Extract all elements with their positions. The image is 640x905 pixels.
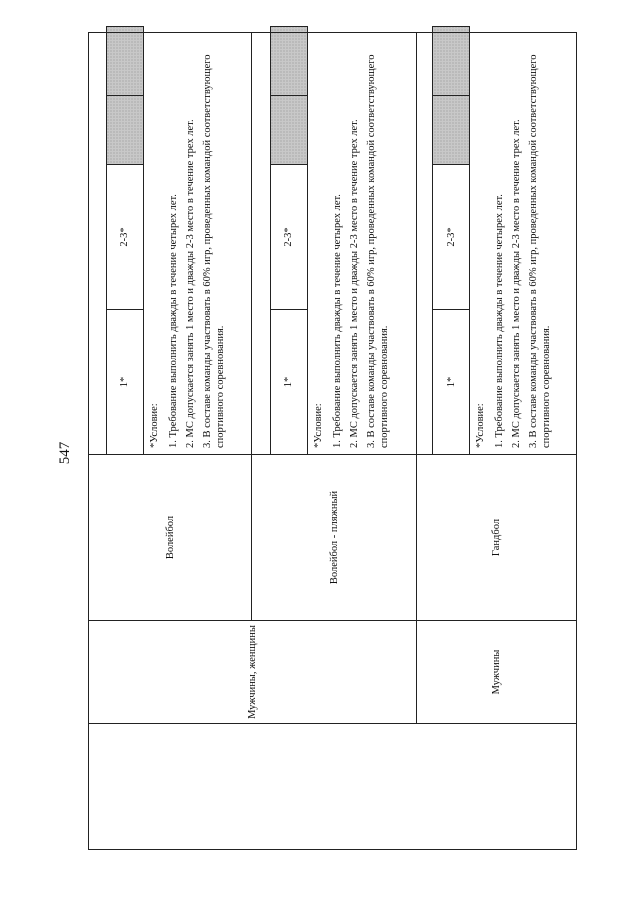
shaded-cell xyxy=(433,27,470,96)
ranks-and-conditions-cell xyxy=(252,33,417,455)
page-number: 547 xyxy=(57,441,73,465)
condition-block xyxy=(308,33,399,454)
ranks-and-conditions-cell xyxy=(417,33,577,455)
sport-cell: Волейбол - пляжный xyxy=(252,455,417,621)
condition-line: 3. В составе команды участвовать в 60% игр, проведенных командой соответствующего спортивного соревнования. xyxy=(528,54,552,448)
gender-cell: Мужчины xyxy=(417,621,577,724)
condition-line: 2. МС допускается занять 1 место и дважды 2-3 место в течение трех лет. xyxy=(348,119,360,448)
rank-first-place: 1* xyxy=(270,310,307,455)
condition-line: 1. Требование выполнить дважды в течение четырех лет. xyxy=(167,194,179,448)
condition-line: 2. МС допускается занять 1 место и дважды 2-3 место в течение трех лет. xyxy=(511,119,522,448)
rank-first-place: 1* xyxy=(106,310,143,455)
rank-second-place: 2-3* xyxy=(433,165,470,310)
rank-second-place: 2-3* xyxy=(270,165,307,310)
condition-block xyxy=(470,33,561,454)
condition-heading: *Условие: xyxy=(475,403,486,448)
shaded-cell xyxy=(270,27,307,96)
rank-first-place: 1* xyxy=(433,310,470,455)
table-row xyxy=(89,33,252,850)
shaded-cell xyxy=(106,27,143,96)
ranks-and-conditions-cell xyxy=(89,33,252,455)
shaded-cell xyxy=(106,96,143,165)
shaded-cell xyxy=(433,96,470,165)
condition-line: 1. Требование выполнить дважды в течение четырех лет. xyxy=(331,194,343,448)
condition-line: 2. МС допускается занять 1 место и дважды 2-3 место в течение трех лет. xyxy=(184,119,196,448)
condition-line: 1. Требование выполнить дважды в течение четырех лет. xyxy=(494,194,505,448)
sport-cell: Волейбол xyxy=(89,455,252,621)
rotated-table-container xyxy=(88,32,576,850)
shaded-cell xyxy=(270,96,307,165)
blank-column-cell xyxy=(89,724,577,850)
condition-line: 3. В составе команды участвовать в 60% игр, проведенных командой соответствующего спортивного соревнования. xyxy=(201,54,226,448)
condition-block xyxy=(144,33,235,454)
gender-cell: Мужчины, женщины xyxy=(89,621,417,724)
condition-heading: *Условие: xyxy=(312,403,324,448)
sports-rank-table xyxy=(88,32,577,850)
condition-heading: *Условие: xyxy=(148,403,160,448)
rank-second-place: 2-3* xyxy=(106,165,143,310)
condition-line: 3. В составе команды участвовать в 60% игр, проведенных командой соответствующего спортивного соревнования. xyxy=(365,54,390,448)
sport-cell: Гандбол xyxy=(417,455,577,621)
